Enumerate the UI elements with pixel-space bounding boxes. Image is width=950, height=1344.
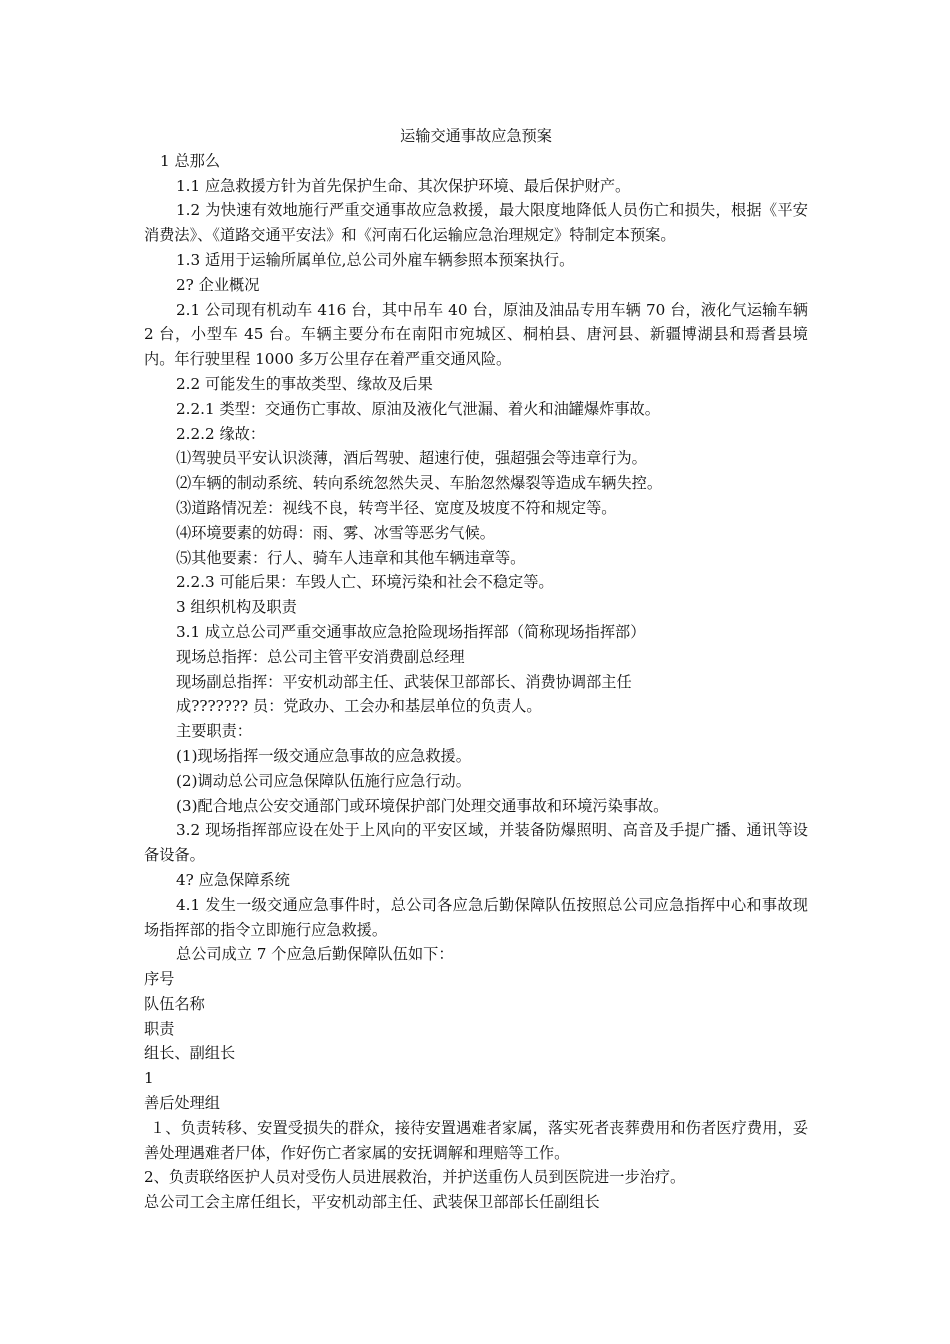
paragraph: 1.1 应急救援方针为首先保护生命、其次保护环境、最后保护财产。 bbox=[176, 176, 631, 195]
paragraph: 4.1 发生一级交通应急事件时，总公司各应急后勤保障队伍按照总公司应急指挥中心和事故现场指挥部的指令立即施行应急救援。 bbox=[144, 895, 808, 939]
document-body bbox=[144, 124, 808, 1215]
paragraph: 2.2.2 缘故： bbox=[176, 424, 266, 443]
list-item: (1)现场指挥一级交通应急事故的应急救援。 bbox=[176, 746, 471, 765]
section-heading: 4? 应急保障系统 bbox=[176, 870, 290, 889]
list-item: ⑶道路情况差：视线不良，转弯半径、宽度及坡度不符和规定等。 bbox=[176, 498, 617, 517]
paragraph: 2.2 可能发生的事故类型、缘故及后果 bbox=[176, 374, 433, 393]
paragraph: 成??????? 员：党政办、工会办和基层单位的负责人。 bbox=[176, 697, 542, 716]
paragraph: 3.2 现场指挥部应设在处于上风向的平安区域，并装备防爆照明、高音及手提广播、通讯等设备设备。 bbox=[144, 821, 808, 865]
list-item: ⑵车辆的制动系统、转向系统忽然失灵、车胎忽然爆裂等造成车辆失控。 bbox=[176, 474, 662, 493]
paragraph: 2.1 公司现有机动车 416 台，其中吊车 40 台，原油及油品专用车辆 70 台，液化气运输车辆 2 台，小型车 45 台。车辆主要分布在南阳市宛城区、桐柏县、唐河县、新疆博湖县和焉耆县境内。年行驶里程 1000 多万公里存在着严重交通风险。 bbox=[144, 300, 808, 369]
list-item: (3)配合地点公安交通部门或环境保护部门处理交通事故和环境污染事故。 bbox=[176, 796, 669, 815]
table-cell: 序号 bbox=[144, 970, 175, 989]
list-item: (2)调动总公司应急保障队伍施行应急行动。 bbox=[176, 771, 471, 790]
section-heading: 3 组织机构及职责 bbox=[176, 598, 297, 617]
paragraph: 1.3 适用于运输所属单位,总公司外雇车辆参照本预案执行。 bbox=[176, 250, 575, 269]
paragraph: 1.2 为快速有效地施行严重交通事故应急救援，最大限度地降低人员伤亡和损失，根据《平安消费法》、《道路交通平安法》和《河南石化运输应急治理规定》特制定本预案。 bbox=[144, 201, 808, 245]
paragraph: 2.2.3 可能后果：车毁人亡、环境污染和社会不稳定等。 bbox=[176, 573, 554, 592]
list-item: ⑷环境要素的妨碍：雨、雾、冰雪等恶劣气候。 bbox=[176, 523, 495, 542]
paragraph: 主要职责： bbox=[176, 722, 252, 741]
list-item: ⑸其他要素：行人、骑车人违章和其他车辆违章等。 bbox=[176, 548, 526, 567]
table-cell: 1 bbox=[144, 1069, 154, 1088]
paragraph: 现场副总指挥：平安机动部主任、武装保卫部部长、消费协调部主任 bbox=[176, 672, 632, 691]
paragraph: 现场总指挥：总公司主管平安消费副总经理 bbox=[176, 647, 465, 666]
list-item: ⑴驾驶员平安认识淡薄，酒后驾驶、超速行使，强超强会等违章行为。 bbox=[176, 449, 647, 468]
section-heading: 2? 企业概况 bbox=[176, 275, 260, 294]
table-cell: 职责 bbox=[144, 1019, 175, 1038]
table-cell: 队伍名称 bbox=[144, 994, 205, 1013]
paragraph: 总公司成立 7 个应急后勤保障队伍如下： bbox=[176, 945, 454, 964]
paragraph: 3.1 成立总公司严重交通事故应急抢险现场指挥部（简称现场指挥部） bbox=[176, 622, 646, 641]
paragraph: 2.2.1 类型：交通伤亡事故、原油及液化气泄漏、着火和油罐爆炸事故。 bbox=[176, 399, 660, 418]
table-cell: 总公司工会主席任组长，平安机动部主任、武装保卫部部长任副组长 bbox=[144, 1193, 600, 1212]
section-heading: 1 总那么 bbox=[160, 151, 221, 170]
table-cell: 2、负责联络医护人员对受伤人员进展救治，并护送重伤人员到医院进一步治疗。 bbox=[144, 1168, 686, 1187]
document-title: 运输交通事故应急预案 bbox=[400, 127, 552, 145]
table-cell: １、负责转移、安置受损失的群众，接待安置遇难者家属，落实死者丧葬费用和伤者医疗费用，妥善处理遇难者尸体，作好伤亡者家属的安抚调解和理赔等工作。 bbox=[144, 1118, 808, 1162]
table-cell: 组长、副组长 bbox=[144, 1044, 236, 1063]
table-cell: 善后处理组 bbox=[144, 1094, 220, 1113]
